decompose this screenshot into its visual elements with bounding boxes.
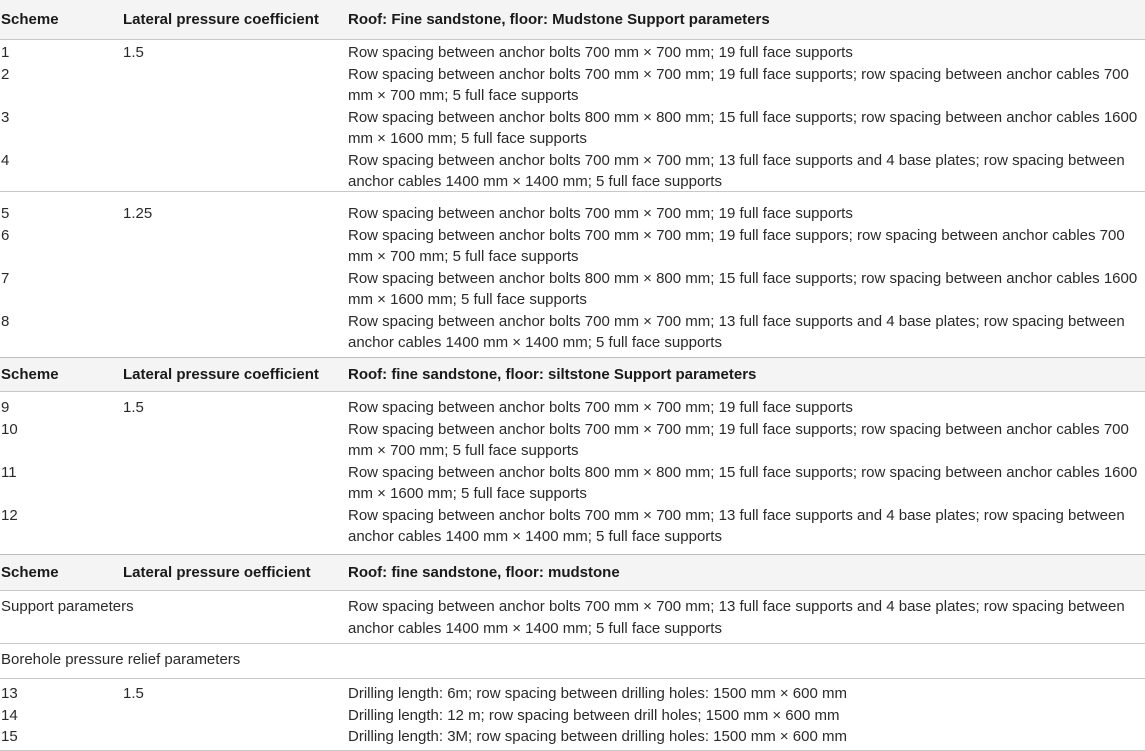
parameters-cell: Row spacing between anchor bolts 700 mm × 700 mm; 13 full face supports and 4 base plates; row spacing between anchor cables 1400 mm × 1400 mm; 5 full face supports <box>348 312 1125 351</box>
header-support-parameters: Roof: Fine sandstone, floor: Mudstone Support parameters <box>348 11 770 28</box>
table-header <box>0 0 1145 39</box>
parameters-cell: Row spacing between anchor bolts 800 mm × 800 mm; 15 full face supports; row spacing between anchor cables 1600 mm × 1600 mm; 5 full face supports <box>348 108 1138 147</box>
parameters-cell: Row spacing between anchor bolts 700 mm × 700 mm; 19 full face suppors; row spacing between anchor cables 700 mm × 700 mm; 5 full face supports <box>348 226 1125 265</box>
parameters-cell: Drilling length: 6m; row spacing between drilling holes: 1500 mm × 600 mm <box>348 685 847 702</box>
table-row <box>0 705 1145 727</box>
table-row <box>0 225 1145 268</box>
table-header <box>0 554 1145 590</box>
header-scheme: Scheme <box>1 11 59 28</box>
parameters-cell: Row spacing between anchor bolts 700 mm × 700 mm; 13 full face supports and 4 base plates; row spacing between anchor cables 1400 mm × 1400 mm; 5 full face supports <box>348 598 1125 637</box>
scheme-cell: 8 <box>1 312 10 330</box>
scheme-cell: 15 <box>1 728 18 745</box>
scheme-cell: 2 <box>1 65 10 83</box>
scheme-cell: 10 <box>1 420 18 438</box>
header-scheme: Scheme <box>1 366 59 383</box>
scheme-cell: 5 <box>1 205 10 222</box>
table-row <box>0 683 1145 705</box>
parameters-cell: Row spacing between anchor bolts 700 mm × 700 mm; 19 full face supports; row spacing between anchor cables 700 mm × 700 mm; 5 full face supports <box>348 420 1129 459</box>
parameters-cell: Row spacing between anchor bolts 700 mm × 700 mm; 19 full face supports <box>348 399 853 416</box>
table-row <box>0 397 1145 419</box>
scheme-cell: 4 <box>1 151 10 169</box>
scheme-cell: 13 <box>1 685 18 702</box>
parameters-cell: Row spacing between anchor bolts 700 mm × 700 mm; 19 full face supports <box>348 205 853 222</box>
header-lateral-pressure-coefficient: Lateral pressure oefficient <box>123 564 311 581</box>
table-row <box>0 64 1145 107</box>
table-row <box>0 107 1145 150</box>
table-row <box>0 150 1145 193</box>
scheme-cell: 11 <box>1 463 17 481</box>
coefficient-cell: 1.25 <box>123 205 153 222</box>
scheme-cell: 9 <box>1 399 10 416</box>
borehole-pressure-relief-label: Borehole pressure relief parameters <box>1 651 241 668</box>
parameters-cell: Row spacing between anchor bolts 800 mm × 800 mm; 15 full face supports; row spacing between anchor cables 1600 mm × 1600 mm; 5 full face supports <box>348 463 1138 502</box>
parameters-cell: Row spacing between anchor bolts 700 mm × 700 mm; 19 full face supports; row spacing between anchor cables 700 mm × 700 mm; 5 full face supports <box>348 65 1129 104</box>
header-lateral-pressure-coefficient: Lateral pressure coefficient <box>123 11 319 28</box>
coefficient-cell: 1.5 <box>123 399 144 416</box>
table-group <box>0 191 1145 357</box>
parameters-cell: Row spacing between anchor bolts 700 mm × 700 mm; 13 full face supports and 4 base plates; row spacing between anchor cables 1400 mm × 1400 mm; 5 full face supports <box>348 151 1125 190</box>
scheme-cell: 14 <box>1 706 18 724</box>
header-lateral-pressure-coefficient: Lateral pressure coefficient <box>123 366 319 383</box>
table-group <box>0 678 1145 751</box>
table-row <box>0 726 1145 748</box>
table-row <box>0 505 1145 548</box>
scheme-cell: 1 <box>1 44 10 61</box>
parameters-cell: Drilling length: 3M; row spacing between drilling holes: 1500 mm × 600 mm <box>348 728 847 745</box>
table-row <box>0 268 1145 311</box>
parameters-cell: Row spacing between anchor bolts 700 mm × 700 mm; 13 full face supports and 4 base plates; row spacing between anchor cables 1400 mm × 1400 mm; 5 full face supports <box>348 506 1125 545</box>
table-group <box>0 39 1145 191</box>
header-scheme: Scheme <box>1 564 59 581</box>
scheme-cell: 6 <box>1 226 10 244</box>
scheme-cell: 3 <box>1 108 10 126</box>
table-group <box>0 391 1145 554</box>
support-parameters-label: Support parameters <box>1 598 134 615</box>
scheme-cell: 7 <box>1 269 10 287</box>
coefficient-cell: 1.5 <box>123 685 144 702</box>
parameters-cell: Drilling length: 12 m; row spacing between drill holes; 1500 mm × 600 mm <box>348 706 840 724</box>
header-support-parameters: Roof: fine sandstone, floor: siltstone Support parameters <box>348 366 757 383</box>
support-parameters-row <box>0 590 1145 643</box>
table-row <box>0 42 1145 64</box>
table-row <box>0 419 1145 462</box>
parameters-cell: Row spacing between anchor bolts 800 mm × 800 mm; 15 full face supports; row spacing between anchor cables 1600 mm × 1600 mm; 5 full face supports <box>348 269 1138 308</box>
borehole-label-row <box>0 643 1145 678</box>
table-row <box>0 462 1145 505</box>
table-header <box>0 357 1145 391</box>
scheme-cell: 12 <box>1 506 18 524</box>
table-row <box>0 311 1145 354</box>
coefficient-cell: 1.5 <box>123 44 144 61</box>
header-roof-floor: Roof: fine sandstone, floor: mudstone <box>348 564 620 581</box>
parameters-cell: Row spacing between anchor bolts 700 mm × 700 mm; 19 full face supports <box>348 44 853 61</box>
table-row <box>0 203 1145 225</box>
